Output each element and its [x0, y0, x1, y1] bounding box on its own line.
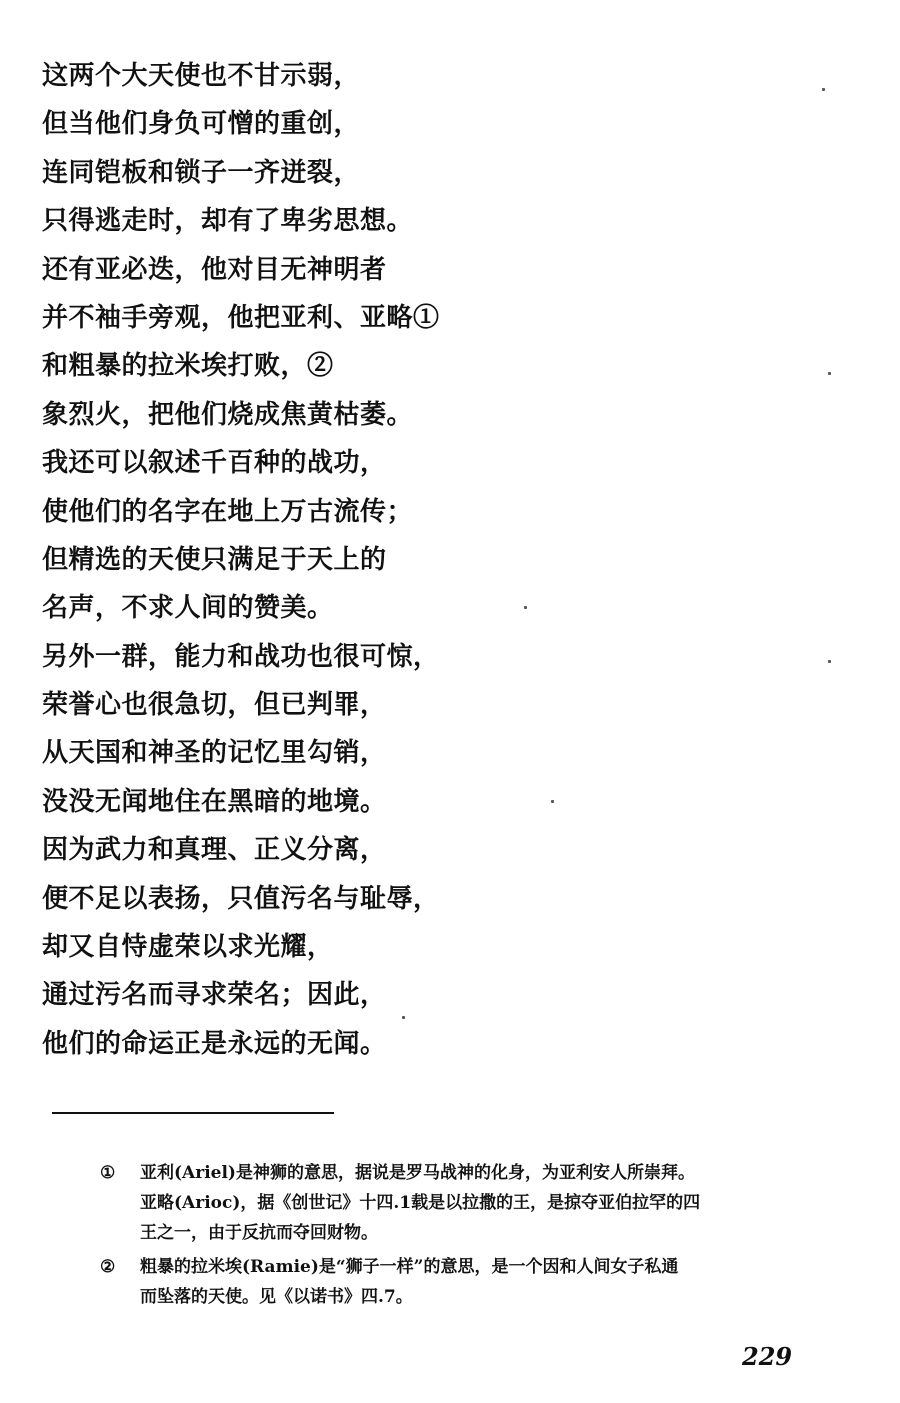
poem-line: 象烈火，把他们烧成焦黄枯萎。	[42, 399, 414, 430]
scan-speck	[822, 88, 825, 91]
footnote-divider	[52, 1112, 334, 1114]
poem-line: 并不袖手旁观，他把亚利、亚略①	[42, 302, 440, 333]
footnotes	[100, 1158, 830, 1316]
footnote-2	[100, 1252, 830, 1312]
poem-line: 便不足以表扬，只值污名与耻辱，	[42, 883, 440, 914]
poem-line: 但精选的天使只满足于天上的	[42, 544, 387, 575]
poem-line: 连同铠板和锁子一齐迸裂，	[42, 157, 361, 188]
poem-line: 这两个大天使也不甘示弱，	[42, 61, 361, 91]
poem-line: 只得逃走时，却有了卑劣思想。	[42, 206, 414, 237]
poem-line: 还有亚必迭，他对目无神明者	[42, 254, 387, 285]
scan-speck	[551, 800, 554, 803]
poem-line: 荣誉心也很急切，但已判罪，	[42, 690, 387, 721]
poem-line: 他们的命运正是永远的无闻。	[42, 1028, 387, 1059]
footnote-line: 粗暴的拉米埃(Ramie)是“狮子一样”的意思，是一个因和人间女子私通	[140, 1257, 679, 1277]
poem-line: 因为武力和真理、正义分离，	[42, 835, 387, 866]
poem-line: 但当他们身负可憎的重创，	[42, 109, 361, 140]
poem-line: 却又自恃虚荣以求光耀，	[42, 932, 334, 963]
footnote-marker: ①	[100, 1163, 116, 1183]
poem-line: 和粗暴的拉米埃打败，②	[42, 351, 334, 382]
poem-line: 从天国和神圣的记忆里勾销，	[42, 738, 387, 769]
scan-speck	[828, 372, 831, 375]
poem-line: 另外一群，能力和战功也很可惊，	[42, 641, 440, 672]
poem-text	[42, 52, 682, 1068]
footnote-text	[140, 1252, 830, 1312]
footnote-text	[140, 1158, 830, 1248]
footnote-marker: ②	[100, 1257, 116, 1277]
footnote-line: 亚利(Ariel)是神狮的意思，据说是罗马战神的化身，为亚利安人所崇拜。	[140, 1163, 695, 1183]
poem-line: 通过污名而寻求荣名；因此，	[42, 980, 387, 1011]
page-number: 229	[742, 1342, 793, 1371]
footnote-line: 而坠落的天使。见《以诺书》四.7。	[140, 1287, 413, 1307]
footnote-line: 亚略(Arioc)，据《创世记》十四.1载是以拉撒的王，是掠夺亚伯拉罕的四	[140, 1193, 701, 1213]
poem-line: 使他们的名字在地上万古流传；	[42, 496, 414, 527]
scan-speck	[828, 660, 831, 663]
scan-speck	[402, 1016, 405, 1019]
poem-line: 名声，不求人间的赞美。	[42, 593, 334, 624]
poem-line: 我还可以叙述千百种的战功，	[42, 448, 387, 479]
scan-speck	[524, 606, 527, 609]
poem-line: 没没无闻地住在黑暗的地境。	[42, 786, 387, 817]
footnote-line: 王之一，由于反抗而夺回财物。	[140, 1223, 378, 1243]
footnote-1	[100, 1158, 830, 1248]
